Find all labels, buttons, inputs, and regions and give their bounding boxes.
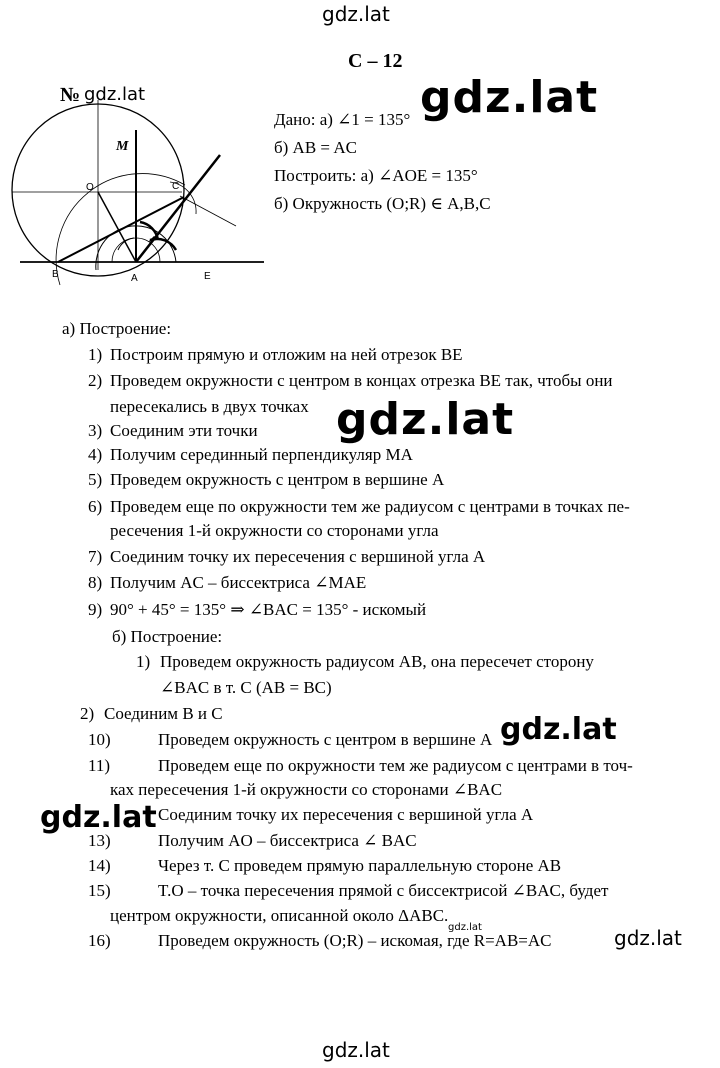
label-b: B: [52, 269, 59, 280]
section-a-heading: а) Построение:: [62, 319, 172, 338]
step-a-1: 1) Построим прямую и отложим на ней отрезок BE: [88, 345, 463, 364]
page-title: С – 12: [348, 50, 403, 72]
step-a-2-cont: пересекались в двух точках: [110, 397, 309, 416]
watermark-bottom: gdz.lat: [322, 1038, 390, 1062]
step-a-7: 7) Соединим точку их пересечения с вершиной угла A: [88, 547, 486, 566]
watermark-large-2: gdz.lat: [336, 394, 515, 445]
step-12: Соединим точку их пересечения с вершиной угла A: [158, 805, 534, 824]
watermark-large-1: gdz.lat: [420, 72, 599, 123]
geometry-diagram: [8, 92, 268, 292]
given-line-3: Построить: а) ∠AOE = 135°: [274, 166, 478, 185]
step-a-5: 5) Проведем окружность с центром в вершине A: [88, 470, 445, 489]
step-11-cont: ках пересечения 1-й окружности со сторонами ∠BAC: [110, 780, 503, 799]
step-b-1: 1) Проведем окружность радиусом AB, она пересечет сторону: [136, 652, 594, 671]
label-m: M: [116, 139, 129, 154]
given-line-2: б) AB = AC: [274, 138, 357, 157]
label-e: E: [204, 271, 211, 282]
given-line-1: Дано: а) ∠1 = 135°: [274, 110, 411, 129]
step-15: 15) T.O – точка пересечения прямой с биссектрисой ∠BAC, будет: [88, 881, 609, 900]
label-c: C: [172, 181, 180, 192]
step-a-4: 4) Получим серединный перпендикуляр MA: [88, 445, 413, 464]
step-13: 13) Получим AO – биссектриса ∠ BAC: [88, 831, 417, 850]
step-a-9: 9) 90° + 45° = 135° ⇒ ∠BAC = 135° - искомый: [88, 600, 427, 619]
step-a-3: 3) Соединим эти точки: [88, 421, 258, 440]
step-a-6: 6) Проведем еще по окружности тем же радиусом с центрами в точках пе-: [88, 497, 630, 516]
watermark-mid: gdz.lat: [500, 712, 617, 747]
step-a-2: 2) Проведем окружности с центром в концах отрезка BE так, чтобы они: [88, 371, 613, 390]
watermark-tiny: gdz.lat: [448, 922, 482, 933]
step-16: 16) Проведем окружность (O;R) – искомая, где R=AB=AC: [88, 931, 552, 950]
label-a: A: [131, 273, 138, 284]
label-o: O: [86, 182, 94, 193]
watermark-number: gdz.lat: [84, 84, 146, 105]
watermark-right: gdz.lat: [614, 926, 682, 950]
given-line-4: б) Окружность (O;R) ∈ A,B,C: [274, 194, 491, 213]
section-b-heading: б) Построение:: [112, 627, 223, 646]
step-14: 14) Через т. C проведем прямую параллельную стороне AB: [88, 856, 562, 875]
step-15-cont: центром окружности, описанной около ΔABC.: [110, 906, 449, 925]
step-11: 11) Проведем еще по окружности тем же радиусом с центрами в точ-: [88, 756, 633, 775]
step-10: 10) Проведем окружность с центром в вершине A: [88, 730, 493, 749]
step-a-8: 8) Получим AC – биссектриса ∠MAE: [88, 573, 367, 592]
number-sign: №: [60, 84, 81, 106]
step-b-2: 2) Соединим B и C: [80, 704, 223, 723]
watermark-top: gdz.lat: [322, 2, 390, 26]
watermark-left: gdz.lat: [40, 800, 157, 835]
step-b-1-cont: ∠BAC в т. C (AB = BC): [160, 678, 332, 697]
step-a-6-cont: ресечения 1-й окружности со сторонами угла: [110, 521, 439, 540]
